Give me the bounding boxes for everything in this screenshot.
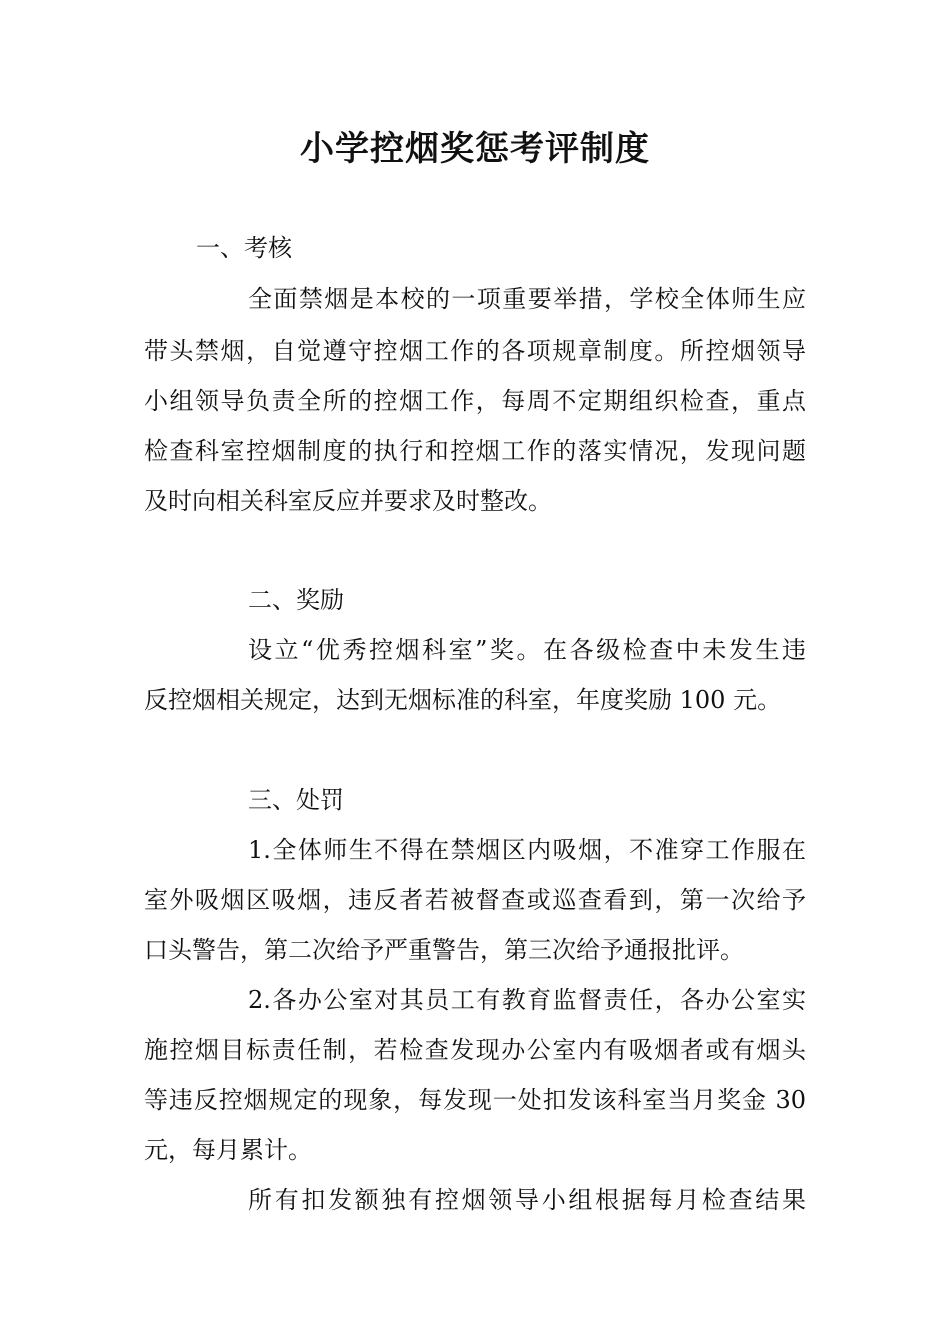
paragraph-line: 施控烟目标责任制，若检查发现办公室内有吸烟者或有烟头 bbox=[144, 1036, 806, 1064]
paragraph-line: 元，每月累计。 bbox=[144, 1136, 312, 1164]
paragraph-line: 及时向相关科室反应并要求及时整改。 bbox=[144, 487, 552, 515]
paragraph-line: 口头警告，第二次给予严重警告，第三次给予通报批评。 bbox=[144, 936, 744, 964]
paragraph-line: 小组领导负责全所的控烟工作，每周不定期组织检查，重点 bbox=[144, 387, 806, 415]
paragraph-line: 设立“优秀控烟科室”奖。在各级检查中未发生违 bbox=[248, 636, 806, 664]
paragraph-line: 反控烟相关规定，达到无烟标准的科室，年度奖励 100 元。 bbox=[144, 686, 782, 714]
section-heading-assessment: 一、考核 bbox=[196, 234, 292, 262]
paragraph-line: 检查科室控烟制度的执行和控烟工作的落实情况，发现问题 bbox=[144, 437, 806, 465]
paragraph-line: 带头禁烟，自觉遵守控烟工作的各项规章制度。所控烟领导 bbox=[144, 337, 806, 365]
paragraph-line: 等违反控烟规定的现象，每发现一处扣发该科室当月奖金 30 bbox=[144, 1086, 806, 1114]
paragraph-line: 所有扣发额独有控烟领导小组根据每月检查结果 bbox=[248, 1186, 806, 1214]
paragraph-line: 室外吸烟区吸烟，违反者若被督查或巡查看到，第一次给予 bbox=[144, 886, 806, 914]
paragraph-line: 全面禁烟是本校的一项重要举措，学校全体师生应 bbox=[248, 285, 806, 313]
section-heading-penalties: 三、处罚 bbox=[248, 786, 344, 814]
document-title: 小学控烟奖惩考评制度 bbox=[300, 129, 650, 169]
section-heading-rewards: 二、奖励 bbox=[248, 586, 344, 614]
paragraph-line: 2.各办公室对其员工有教育监督责任，各办公室实 bbox=[248, 986, 806, 1014]
paragraph-line: 1.全体师生不得在禁烟区内吸烟，不准穿工作服在 bbox=[248, 836, 806, 864]
